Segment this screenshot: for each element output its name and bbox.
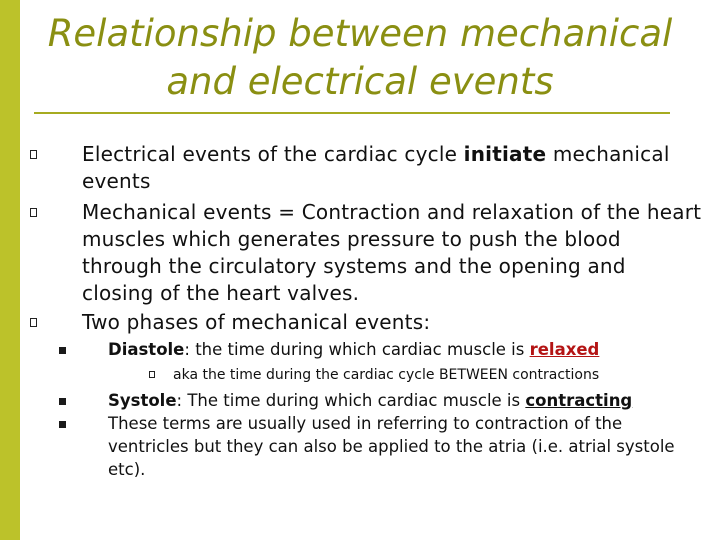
systole-definition: : The time during which cardiac muscle is (176, 391, 526, 410)
sub-sub-bullet-aka: aka the time during the cardiac cycle BETWEEN contractions (173, 367, 600, 383)
sub-bullet-diastole (108, 338, 708, 361)
filled-square-bullet-icon (59, 347, 66, 354)
systole-term: Systole (108, 391, 177, 410)
sub-bullet-systole (108, 389, 708, 412)
hollow-square-bullet-icon (30, 150, 37, 159)
diastole-emphasis: relaxed (529, 340, 600, 359)
hollow-square-bullet-icon (149, 371, 155, 378)
sub-bullet-terms-usage: These terms are usually used in referring to contraction of the ventricles but they can also be applied to the atria (i.e. atrial systole etc). (108, 414, 675, 479)
title-line-1: Relationship between mechanical (47, 12, 673, 55)
bullet-two-phases: Two phases of mechanical events: (82, 310, 431, 334)
title-divider (34, 112, 670, 114)
bullet-1-text-post: mechanical events (82, 142, 670, 193)
diastole-definition: : the time during which cardiac muscle is (184, 340, 530, 359)
slide-title (40, 10, 680, 106)
filled-square-bullet-icon (59, 398, 66, 405)
systole-emphasis: contracting (525, 391, 633, 410)
filled-square-bullet-icon (59, 421, 66, 428)
hollow-square-bullet-icon (30, 318, 37, 327)
hollow-square-bullet-icon (30, 208, 37, 217)
title-line-2: and electrical events (166, 60, 554, 103)
bullet-1-text-pre: Electrical events of the cardiac cycle (82, 142, 464, 166)
bullet-mechanical-events: Mechanical events = Contraction and relaxation of the heart muscles which generates pressure to push the blood through the circulatory systems and the opening and closing of the heart valves. (82, 200, 702, 305)
accent-side-bar (0, 0, 20, 540)
diastole-term: Diastole (108, 340, 185, 359)
bullet-electrical-events (82, 141, 702, 195)
bullet-1-bold: initiate (463, 142, 547, 166)
